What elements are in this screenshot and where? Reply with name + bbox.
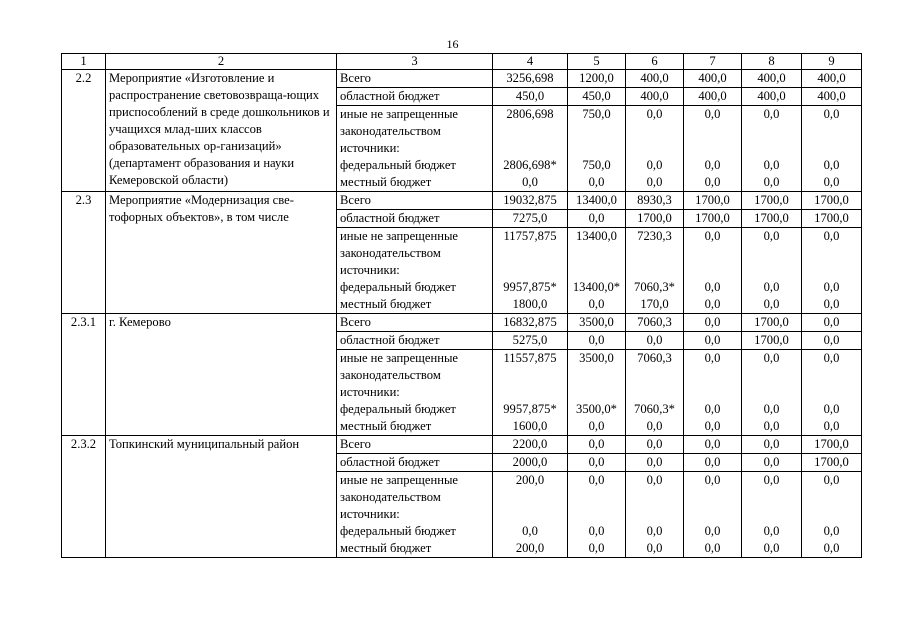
- funding-value: 400,0: [684, 70, 742, 88]
- funding-value: 0,0: [568, 523, 626, 540]
- column-header: 9: [802, 54, 862, 70]
- funding-value: 0,0: [802, 472, 862, 524]
- funding-source-label: Всего: [337, 192, 493, 210]
- funding-value: 0,0: [802, 296, 862, 314]
- table-row: [62, 436, 862, 454]
- funding-value: 200,0: [493, 540, 568, 558]
- column-header: 3: [337, 54, 493, 70]
- funding-source-label: иные не запрещенные законодательством источники:: [337, 350, 493, 402]
- funding-value: 750,0: [568, 157, 626, 174]
- funding-value: 0,0: [802, 279, 862, 296]
- funding-source-label: областной бюджет: [337, 332, 493, 350]
- funding-value: 3500,0*: [568, 401, 626, 418]
- funding-value: 11757,875: [493, 228, 568, 280]
- item-title: Топкинский муниципальный район: [106, 436, 337, 558]
- column-header: 2: [106, 54, 337, 70]
- funding-value: 13400,0: [568, 192, 626, 210]
- funding-value: 0,0: [742, 106, 802, 158]
- funding-value: 0,0: [742, 296, 802, 314]
- funding-value: 400,0: [626, 88, 684, 106]
- funding-value: 400,0: [802, 70, 862, 88]
- funding-value: 200,0: [493, 472, 568, 524]
- budget-table: [61, 53, 862, 558]
- funding-value: 0,0: [568, 174, 626, 192]
- funding-source-label: иные не запрещенные законодательством источники:: [337, 106, 493, 158]
- funding-value: 0,0: [742, 174, 802, 192]
- funding-value: 11557,875: [493, 350, 568, 402]
- funding-value: 1700,0: [684, 192, 742, 210]
- item-title: Мероприятие «Модернизация све-тофорных объектов», в том числе: [106, 192, 337, 314]
- funding-value: 400,0: [802, 88, 862, 106]
- funding-value: 0,0: [684, 472, 742, 524]
- funding-value: 1700,0: [802, 210, 862, 228]
- funding-value: 0,0: [684, 418, 742, 436]
- funding-source-label: Всего: [337, 70, 493, 88]
- funding-value: 1600,0: [493, 418, 568, 436]
- funding-value: 1700,0: [742, 192, 802, 210]
- funding-source-label: местный бюджет: [337, 174, 493, 192]
- funding-source-label: федеральный бюджет: [337, 157, 493, 174]
- funding-value: 0,0: [568, 540, 626, 558]
- funding-value: 170,0: [626, 296, 684, 314]
- funding-value: 0,0: [684, 279, 742, 296]
- funding-value: 0,0: [802, 350, 862, 402]
- funding-value: 0,0: [626, 540, 684, 558]
- funding-value: 0,0: [802, 174, 862, 192]
- funding-value: 0,0: [802, 332, 862, 350]
- funding-value: 0,0: [684, 350, 742, 402]
- funding-value: 450,0: [493, 88, 568, 106]
- funding-value: 3500,0: [568, 350, 626, 402]
- funding-value: 0,0: [802, 540, 862, 558]
- funding-source-label: федеральный бюджет: [337, 279, 493, 296]
- funding-value: 0,0: [626, 436, 684, 454]
- funding-value: 7060,3: [626, 350, 684, 402]
- funding-value: 0,0: [626, 454, 684, 472]
- funding-value: 0,0: [802, 157, 862, 174]
- funding-value: 0,0: [568, 472, 626, 524]
- item-number: 2.3: [62, 192, 106, 314]
- funding-value: 16832,875: [493, 314, 568, 332]
- funding-value: 2806,698: [493, 106, 568, 158]
- funding-value: 0,0: [568, 332, 626, 350]
- funding-value: 0,0: [742, 350, 802, 402]
- funding-value: 1700,0: [626, 210, 684, 228]
- funding-value: 19032,875: [493, 192, 568, 210]
- funding-value: 0,0: [742, 418, 802, 436]
- funding-value: 2200,0: [493, 436, 568, 454]
- funding-value: 1700,0: [742, 332, 802, 350]
- funding-value: 0,0: [684, 454, 742, 472]
- funding-value: 0,0: [493, 174, 568, 192]
- funding-value: 0,0: [684, 332, 742, 350]
- funding-value: 1700,0: [802, 436, 862, 454]
- funding-value: 0,0: [802, 401, 862, 418]
- funding-value: 1700,0: [802, 192, 862, 210]
- funding-value: 0,0: [684, 157, 742, 174]
- funding-value: 0,0: [684, 540, 742, 558]
- funding-value: 0,0: [493, 523, 568, 540]
- column-header: 8: [742, 54, 802, 70]
- funding-value: 7060,3*: [626, 401, 684, 418]
- funding-value: 9957,875*: [493, 401, 568, 418]
- funding-value: 0,0: [684, 228, 742, 280]
- funding-source-label: Всего: [337, 314, 493, 332]
- column-header: 1: [62, 54, 106, 70]
- funding-value: 1700,0: [742, 314, 802, 332]
- funding-source-label: областной бюджет: [337, 210, 493, 228]
- funding-value: 0,0: [742, 540, 802, 558]
- funding-source-label: местный бюджет: [337, 296, 493, 314]
- funding-value: 1800,0: [493, 296, 568, 314]
- page-number: 16: [446, 37, 459, 51]
- funding-value: 750,0: [568, 106, 626, 158]
- item-number: 2.3.2: [62, 436, 106, 558]
- funding-value: 0,0: [684, 401, 742, 418]
- funding-value: 400,0: [742, 70, 802, 88]
- funding-value: 2806,698*: [493, 157, 568, 174]
- funding-source-label: областной бюджет: [337, 454, 493, 472]
- funding-value: 5275,0: [493, 332, 568, 350]
- funding-value: 13400,0: [568, 228, 626, 280]
- funding-value: 0,0: [802, 314, 862, 332]
- funding-value: 450,0: [568, 88, 626, 106]
- funding-value: 1700,0: [684, 210, 742, 228]
- funding-value: 0,0: [742, 523, 802, 540]
- funding-value: 0,0: [684, 174, 742, 192]
- funding-value: 7060,3: [626, 314, 684, 332]
- item-title: г. Кемерово: [106, 314, 337, 436]
- funding-value: 7275,0: [493, 210, 568, 228]
- funding-value: 0,0: [626, 418, 684, 436]
- funding-value: 0,0: [742, 436, 802, 454]
- funding-value: 0,0: [568, 454, 626, 472]
- funding-value: 13400,0*: [568, 279, 626, 296]
- funding-value: 0,0: [684, 314, 742, 332]
- funding-value: 0,0: [568, 418, 626, 436]
- item-number: 2.2: [62, 70, 106, 192]
- funding-value: 3256,698: [493, 70, 568, 88]
- table-row: [62, 192, 862, 210]
- funding-value: 0,0: [626, 157, 684, 174]
- funding-value: 0,0: [802, 523, 862, 540]
- funding-value: 3500,0: [568, 314, 626, 332]
- funding-source-label: иные не запрещенные законодательством источники:: [337, 228, 493, 280]
- funding-value: 7230,3: [626, 228, 684, 280]
- funding-value: 0,0: [684, 106, 742, 158]
- funding-value: 0,0: [802, 418, 862, 436]
- funding-value: 0,0: [626, 472, 684, 524]
- item-number: 2.3.1: [62, 314, 106, 436]
- funding-value: 0,0: [684, 436, 742, 454]
- funding-value: 0,0: [626, 332, 684, 350]
- column-header: 7: [684, 54, 742, 70]
- funding-source-label: местный бюджет: [337, 418, 493, 436]
- table-row: [62, 314, 862, 332]
- column-header: 4: [493, 54, 568, 70]
- funding-value: 0,0: [742, 279, 802, 296]
- funding-value: 0,0: [742, 401, 802, 418]
- funding-value: 0,0: [626, 174, 684, 192]
- funding-value: 1700,0: [802, 454, 862, 472]
- funding-value: 0,0: [684, 296, 742, 314]
- funding-value: 0,0: [684, 523, 742, 540]
- funding-value: 1200,0: [568, 70, 626, 88]
- funding-value: 400,0: [626, 70, 684, 88]
- funding-value: 0,0: [802, 106, 862, 158]
- column-header: 5: [568, 54, 626, 70]
- funding-value: 0,0: [626, 106, 684, 158]
- table-body: [62, 70, 862, 558]
- funding-value: 400,0: [742, 88, 802, 106]
- column-header: 6: [626, 54, 684, 70]
- table-row: [62, 70, 862, 88]
- funding-source-label: Всего: [337, 436, 493, 454]
- funding-value: 1700,0: [742, 210, 802, 228]
- funding-source-label: местный бюджет: [337, 540, 493, 558]
- funding-value: 0,0: [626, 523, 684, 540]
- funding-value: 400,0: [684, 88, 742, 106]
- funding-value: 2000,0: [493, 454, 568, 472]
- header-row: [62, 54, 862, 70]
- funding-value: 0,0: [568, 436, 626, 454]
- funding-source-label: областной бюджет: [337, 88, 493, 106]
- item-title: Мероприятие «Изготовление и распространение световозвраща-ющих приспособлений в среде дошкольников и учащихся млад-ших классов образовательных ор-ганизаций» (департамент образования и науки Кемеровской области): [106, 70, 337, 192]
- funding-value: 7060,3*: [626, 279, 684, 296]
- funding-value: 0,0: [742, 228, 802, 280]
- funding-source-label: федеральный бюджет: [337, 523, 493, 540]
- funding-value: 0,0: [568, 210, 626, 228]
- funding-value: 0,0: [742, 472, 802, 524]
- funding-value: 8930,3: [626, 192, 684, 210]
- funding-value: 0,0: [802, 228, 862, 280]
- funding-value: 0,0: [568, 296, 626, 314]
- funding-value: 0,0: [742, 157, 802, 174]
- funding-source-label: иные не запрещенные законодательством источники:: [337, 472, 493, 524]
- funding-value: 0,0: [742, 454, 802, 472]
- funding-source-label: федеральный бюджет: [337, 401, 493, 418]
- funding-value: 9957,875*: [493, 279, 568, 296]
